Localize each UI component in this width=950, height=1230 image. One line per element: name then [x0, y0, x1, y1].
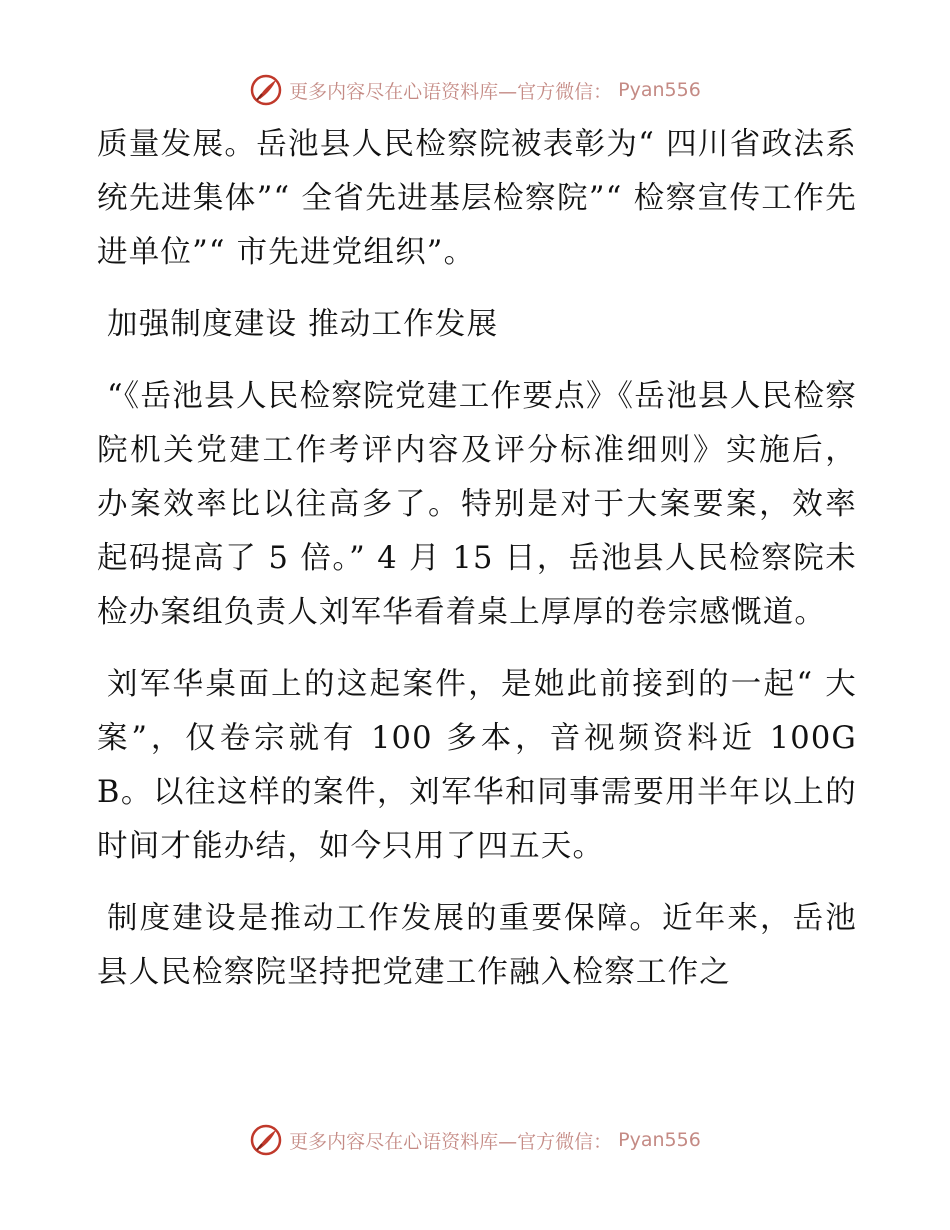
paragraph-2: “《岳池县人民检察院党建工作要点》《岳池县人民检察院机关党建工作考评内容及评分标准细则》实施后，办案效率比以往高多了。特别是对于大案要案，效率起码提高了 5 倍。” 4 月 15 日，岳池县人民检察院未检办案组负责人刘军华看着桌上厚厚的卷宗感慨道。 [97, 379, 857, 630]
feather-pen-logo-icon [249, 73, 283, 107]
watermark-text: 更多内容尽在心语资料库—官方微信： [289, 80, 613, 103]
watermark-wechat-id: Pyan556 [618, 1129, 701, 1151]
header-watermark [0, 70, 950, 110]
paragraph-1: 质量发展。岳池县人民检察院被表彰为“ 四川省政法系统先进集体”“ 全省先进基层检察院”“ 检察宣传工作先进单位”“ 市先进党组织”。 [97, 127, 857, 270]
watermark-text: 更多内容尽在心语资料库—官方微信： [289, 1130, 613, 1153]
feather-pen-logo-icon [249, 1123, 283, 1157]
document-body [97, 118, 857, 1018]
section-heading: 加强制度建设 推动工作发展 [107, 307, 499, 342]
paragraph-3: 刘军华桌面上的这起案件，是她此前接到的一起“ 大案”，仅卷宗就有 100 多本，音视频资料近 100GB。以往这样的案件，刘军华和同事需要用半年以上的时间才能办结，如今只用了四五天。 [97, 667, 857, 864]
paragraph-4: 制度建设是推动工作发展的重要保障。近年来，岳池县人民检察院坚持把党建工作融入检察工作之 [97, 901, 857, 990]
footer-watermark [0, 1120, 950, 1160]
watermark-wechat-id: Pyan556 [618, 79, 701, 101]
